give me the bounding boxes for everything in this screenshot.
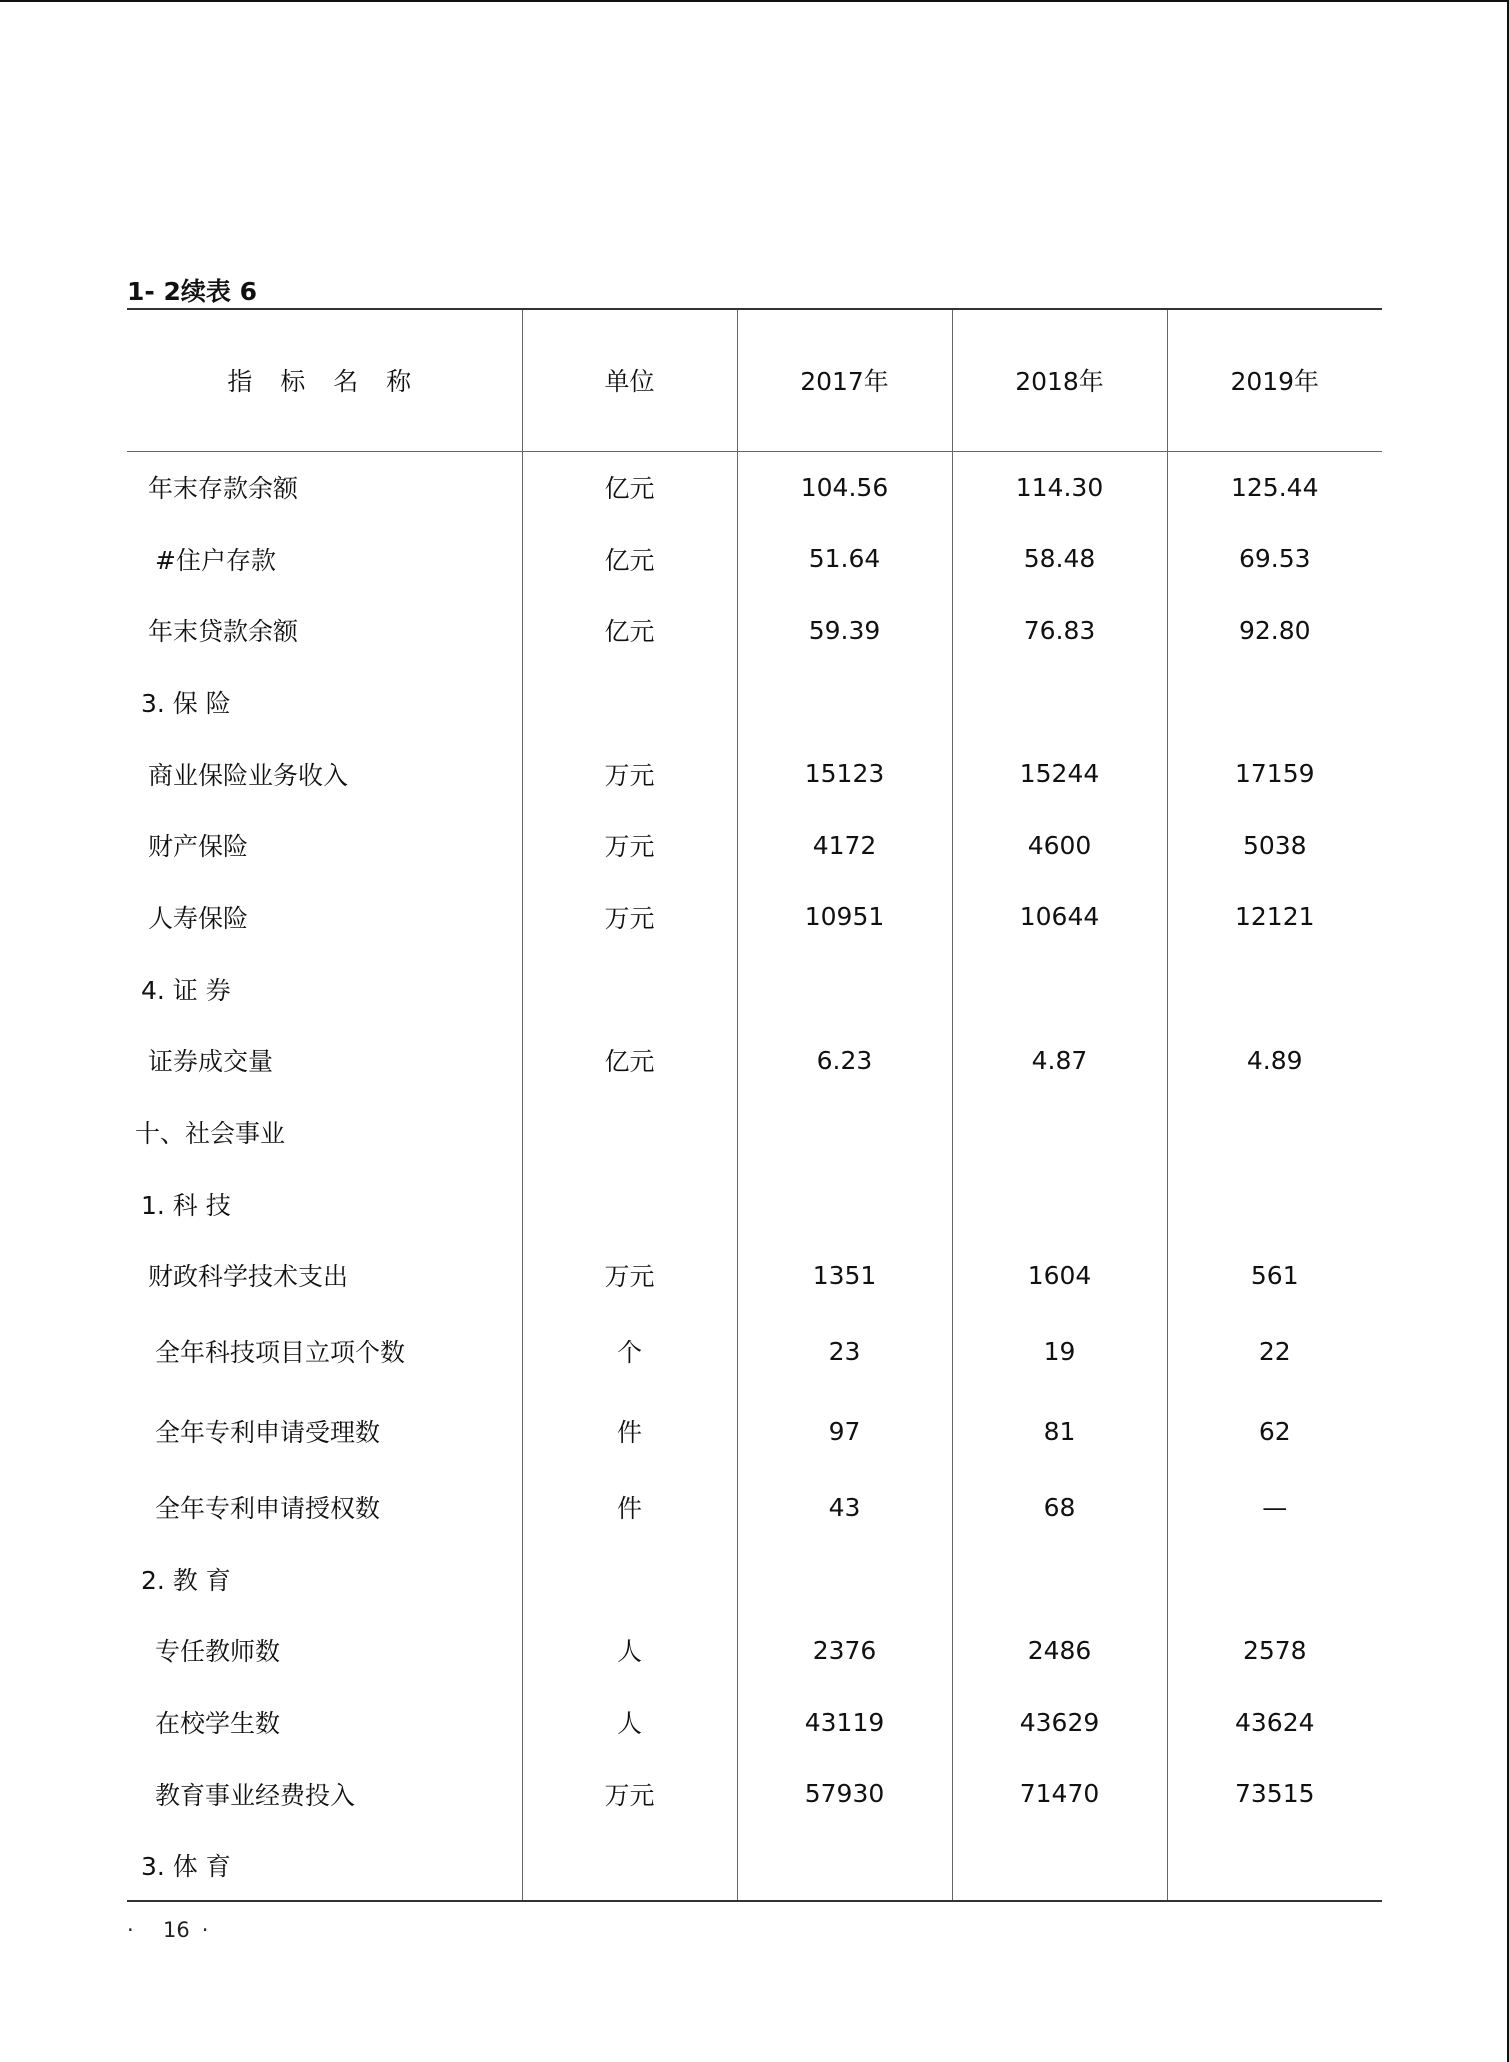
table-row [127, 523, 1382, 595]
table-row [127, 1311, 1382, 1391]
cell-2019: 17159 [1167, 738, 1382, 810]
cell-2019 [1167, 1096, 1382, 1168]
cell-2018: 68 [952, 1471, 1167, 1543]
cell-2018: 1604 [952, 1240, 1167, 1312]
row-unit [522, 1096, 737, 1168]
cell-2017: 10951 [737, 881, 952, 953]
section-label: 2. 教 育 [141, 1565, 231, 1595]
cell-2017: 97 [737, 1391, 952, 1471]
cell-2019: 2578 [1167, 1615, 1382, 1687]
cell-2018: 4600 [952, 809, 1167, 881]
row-unit [522, 666, 737, 738]
row-unit [522, 1543, 737, 1615]
row-label: 人寿保险 [148, 903, 249, 933]
row-unit [522, 1830, 737, 1902]
cell-2017 [737, 1168, 952, 1240]
section-label: 3. 保 险 [141, 688, 231, 718]
row-label: 年末贷款余额 [148, 617, 299, 647]
statistics-table-container [127, 308, 1382, 1902]
cell-2017 [737, 1543, 952, 1615]
row-unit: 万元 [522, 1240, 737, 1312]
table-row [127, 1471, 1382, 1543]
cell-2019 [1167, 1543, 1382, 1615]
cell-2019 [1167, 666, 1382, 738]
table-row [127, 594, 1382, 666]
page-number [127, 1918, 208, 1942]
cell-2019: 62 [1167, 1391, 1382, 1471]
cell-2017: 15123 [737, 738, 952, 810]
cell-2017: 4172 [737, 809, 952, 881]
cell-2019: 125.44 [1167, 451, 1382, 523]
cell-2017: 51.64 [737, 523, 952, 595]
table-row [127, 1025, 1382, 1097]
cell-2017: 43119 [737, 1686, 952, 1758]
cell-2019 [1167, 953, 1382, 1025]
row-unit: 人 [522, 1615, 737, 1687]
row-unit: 万元 [522, 1758, 737, 1830]
cell-2019 [1167, 1830, 1382, 1902]
row-unit: 亿元 [522, 1025, 737, 1097]
row-label: 全年科技项目立项个数 [155, 1338, 406, 1368]
row-unit [522, 1168, 737, 1240]
header-2017: 2017年 [737, 309, 952, 451]
cell-2018 [952, 1543, 1167, 1615]
cell-2018 [952, 953, 1167, 1025]
table-header [127, 309, 1382, 451]
cell-2017: 1351 [737, 1240, 952, 1312]
table-row-section [127, 1830, 1382, 1902]
cell-2017: 57930 [737, 1758, 952, 1830]
cell-2019: 92.80 [1167, 594, 1382, 666]
table-row-chapter [127, 1096, 1382, 1168]
cell-2018: 10644 [952, 881, 1167, 953]
cell-2019: 5038 [1167, 809, 1382, 881]
row-label: 财政科学技术支出 [148, 1262, 349, 1292]
table-body [127, 451, 1382, 1901]
header-indicator-name: 指 标 名 称 [127, 309, 522, 451]
cell-2019: 69.53 [1167, 523, 1382, 595]
table-row-section [127, 953, 1382, 1025]
row-label: #住户存款 [155, 545, 276, 575]
cell-2017 [737, 953, 952, 1025]
page-border-top [0, 0, 1509, 2]
row-unit [522, 953, 737, 1025]
cell-2019: 12121 [1167, 881, 1382, 953]
cell-2019: — [1167, 1471, 1382, 1543]
cell-2017 [737, 1096, 952, 1168]
table-row-section [127, 666, 1382, 738]
row-unit: 万元 [522, 881, 737, 953]
table-row [127, 451, 1382, 523]
table-row-section [127, 1543, 1382, 1615]
cell-2018: 76.83 [952, 594, 1167, 666]
table-row [127, 1240, 1382, 1312]
page-number-dot-right: · [201, 1918, 209, 1942]
table-row-section [127, 1168, 1382, 1240]
page-number-value: 16 [163, 1918, 190, 1942]
section-label: 4. 证 券 [141, 975, 231, 1005]
table-row [127, 1615, 1382, 1687]
header-2019: 2019年 [1167, 309, 1382, 451]
table-row [127, 809, 1382, 881]
header-2018: 2018年 [952, 309, 1167, 451]
row-label: 在校学生数 [155, 1709, 281, 1739]
row-label: 财产保险 [148, 832, 249, 862]
table-row [127, 1391, 1382, 1471]
cell-2017 [737, 1830, 952, 1902]
cell-2018 [952, 1096, 1167, 1168]
cell-2018: 43629 [952, 1686, 1167, 1758]
table-row [127, 738, 1382, 810]
page-number-dot-left: · [127, 1918, 134, 1942]
row-label: 证券成交量 [148, 1047, 274, 1077]
cell-2017: 43 [737, 1471, 952, 1543]
row-unit: 人 [522, 1686, 737, 1758]
cell-2018: 71470 [952, 1758, 1167, 1830]
cell-2018: 15244 [952, 738, 1167, 810]
cell-2017: 2376 [737, 1615, 952, 1687]
row-label: 年末存款余额 [148, 474, 299, 504]
cell-2018: 81 [952, 1391, 1167, 1471]
cell-2019 [1167, 1168, 1382, 1240]
table-row [127, 881, 1382, 953]
chapter-label: 十、社会事业 [135, 1119, 286, 1149]
cell-2019: 22 [1167, 1311, 1382, 1391]
row-label: 教育事业经费投入 [155, 1780, 356, 1810]
row-unit: 件 [522, 1471, 737, 1543]
row-label: 商业保险业务收入 [148, 760, 349, 790]
cell-2017: 59.39 [737, 594, 952, 666]
row-unit: 亿元 [522, 594, 737, 666]
section-label: 1. 科 技 [141, 1190, 231, 1220]
cell-2019: 73515 [1167, 1758, 1382, 1830]
cell-2019: 561 [1167, 1240, 1382, 1312]
cell-2018 [952, 666, 1167, 738]
section-label: 3. 体 育 [127, 1830, 522, 1902]
cell-2019: 4.89 [1167, 1025, 1382, 1097]
cell-2017: 6.23 [737, 1025, 952, 1097]
cell-2018: 4.87 [952, 1025, 1167, 1097]
row-unit: 个 [522, 1311, 737, 1391]
cell-2018: 58.48 [952, 523, 1167, 595]
row-unit: 件 [522, 1391, 737, 1471]
header-row [127, 309, 1382, 451]
row-unit: 亿元 [522, 523, 737, 595]
statistics-table [127, 308, 1382, 1902]
row-label: 全年专利申请授权数 [155, 1494, 381, 1524]
row-label: 专任教师数 [155, 1637, 281, 1667]
row-unit: 亿元 [522, 451, 737, 523]
cell-2017: 23 [737, 1311, 952, 1391]
row-label: 全年专利申请受理数 [155, 1418, 381, 1448]
header-unit: 单位 [522, 309, 737, 451]
row-unit: 万元 [522, 738, 737, 810]
cell-2018: 2486 [952, 1615, 1167, 1687]
table-title: 1- 2续表 6 [127, 277, 257, 306]
cell-2018 [952, 1168, 1167, 1240]
table-row [127, 1758, 1382, 1830]
cell-2019: 43624 [1167, 1686, 1382, 1758]
cell-2017 [737, 666, 952, 738]
cell-2018 [952, 1830, 1167, 1902]
table-row [127, 1686, 1382, 1758]
cell-2017: 104.56 [737, 451, 952, 523]
cell-2018: 19 [952, 1311, 1167, 1391]
row-unit: 万元 [522, 809, 737, 881]
cell-2018: 114.30 [952, 451, 1167, 523]
